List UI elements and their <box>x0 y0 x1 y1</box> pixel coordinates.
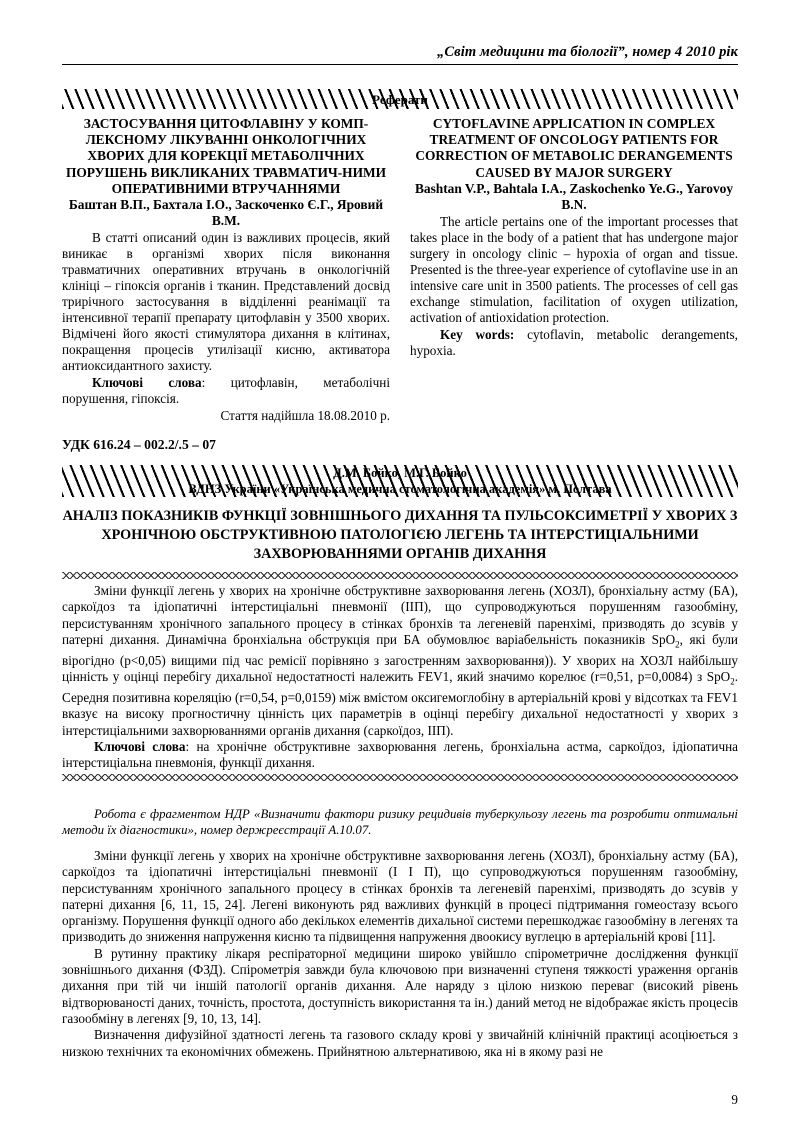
abstract-uk-received-date: Стаття надійшла 18.08.2010 р. <box>220 408 390 424</box>
abstract-uk-keywords-text: : цитофлавін, метаболічні порушення, гіпоксія. <box>62 375 390 407</box>
article-abstract-keywords-text: : на хронічне обструктивне захворювання легень, бронхіальна астма, саркоїдоз, ідіопатична інтерстиціальна пневмонія, функції дихання. <box>62 738 738 771</box>
article-title: АНАЛІЗ ПОКАЗНИКІВ ФУНКЦІЇ ЗОВНІШНЬОГО ДИХАННЯ ТА ПУЛЬСОКСИМЕТРІЇ У ХВОРИХ З ХРОНІЧНОЮ ОБСТРУКТИВНОЮ ПАТОЛОГІЄЮ ЛЕГЕНЬ ТА ІНТЕРСТИЦІАЛЬНИМИ ЗАХВОРЮВАННЯМИ ОРГАНІВ ДИХАННЯ <box>62 508 738 562</box>
section-bar-abstracts <box>62 88 738 110</box>
zigzag-rule-top <box>62 572 738 579</box>
article-authors: Д.М. Бойко, М.Г. Бойко <box>333 466 467 480</box>
article-body-paragraph-1: Зміни функції легень у хворих на хронічне обструктивне захворювання легень (ХОЗЛ), бронхіальну астму (БА), саркоїдоз та ідіопатичні інтерстиціальні пневмонії (І І П), що супроводжуються порушенням газообміну, персистуванням хронічного запального процесу в стінках бронхів та легеневій паренхімі, призводять до зсувів у патерні дихання [6, 11, 15, 24]. Легені виконують ряд важливих функцій в процесі підтримання гомеостазу всього організму. Порушення функції одного або декількох елементів дихальної системи перешкоджає газообміну в легенях та призводить до зниження напруження кисню та підвищення напруження двоокису вуглецю в артеріальній крові [11]. <box>62 848 738 945</box>
article-body-paragraph-2: В рутинну практику лікаря респіраторної медицини широко увійшло спірометричне дослідження функції зовнішнього дихання (ФЗД). Спірометрія завжди була ключовою при визначенні ступеня тяжкості ураження органів дихання при тій чи іншій патології органів дихання. Але наряду з цілою низкою переваг (високий рівень відтворюваності даних, точність, простота, доступність використання та ін.) даний метод не відображає якість процесів газообміну в легенях [9, 10, 13, 14]. <box>62 945 738 1026</box>
page-number: 9 <box>731 1092 738 1107</box>
abstract-en-keywords-label: Key words: <box>440 327 515 343</box>
article-author-bar <box>62 464 738 498</box>
article-abstract-keywords <box>62 739 738 772</box>
article-abstract-inner <box>62 579 738 774</box>
article-abstract-keywords-label: Ключові слова <box>94 738 186 754</box>
abstract-uk-title: ЗАСТОСУВАННЯ ЦИТОФЛАВІНУ У КОМП-ЛЕКСНОМУ ЛІКУВАННІ ОНКОЛОГІЧНИХ ХВОРИХ ДЛЯ КОРЕКЦІЇ МЕТАБОЛІЧНИХ ПОРУШЕНЬ ВИКЛИКАНИХ ТРАВМАТИЧ-НИМИ ОПЕРАТИВНИМИ ВТРУЧАННЯМИ <box>65 116 387 196</box>
article-abstract-block <box>62 572 738 781</box>
abstract-uk-authors: Баштан В.П., Бахтала І.О., Заскоченко Є.Г., Яровий В.М. <box>68 197 384 229</box>
abstract-columns <box>62 116 738 424</box>
article-abstract-paragraph: Зміни функції легень у хворих на хронічне обструктивне захворювання легень (ХОЗЛ), бронхіальну астму (БА), саркоїдоз та ідіопатичні інтерстиціальні пневмонії (ІІП), що супроводжуються порушенням газообміну, персистуванням хронічного запального процесу в стінках бронхів та легеневій паренхімі, призводять до зсувів у патерні дихання. Динамічна бронхіальна обструкція при БА обумовлює варіабельність показників SpO$_2$, які були вірогідно (p<0,05) вищими під час ремісії порівняно з загостренням захворювання)). У хворих на ХОЗЛ найбільшу цінність у оцінці перебігу дихальної недостатності належить FEV1, який значимо корелює (r=0,51, p=0,0084) з SpO$_2$. Середня позитивна кореляцію (r=0,54, p=0,0159) між вмістом оксигемоглобіну в артеріальній крові у відсотках та FEV1 вказує на високу прогностичну цінність цих параметрів в оцінці перебігу дихальної недостатності у хворих з інтерстиціальними захворюваннями органів дихання (саркоїдоз, ІІП). <box>62 583 738 738</box>
article-body-paragraph-3: Визначення дифузійної здатності легень та газового складу крові у звичайній клінічній практиці асоціюється з низкою технічних та економічних обмежень. Прийнятною альтернативою, яка ні в якому разі не <box>62 1027 738 1059</box>
zigzag-rule-bottom <box>62 774 738 781</box>
abstract-uk-body: В статті описаний один із важливих процесів, який виникає в організмі хворих після виконання травматичних оперативних втручань в онкологічній клініці – гіпоксія органів і тканин. Представлений досвід трирічного застосування в відділенні реанімації та інтенсивної терапії препарату цитофлавін у 3500 хворих. Відмічені його якості стимулятора дихання в клітинах, покращення процесів утилізації кисню, активатора антиоксидантного захисту. <box>62 230 390 374</box>
udc-code: УДК 616.24 – 002.2/.5 – 07 <box>62 437 216 452</box>
abstract-en-title: CYTOFLAVINE APPLICATION IN COMPLEX TREATMENT OF ONCOLOGY PATIENTS FOR CORRECTION OF METABOLIC DERANGEMENTS CAUSED BY MAJOR SURGERY <box>415 116 733 180</box>
abstract-column-en <box>410 116 738 424</box>
running-head: „Світ медицини та біології”, номер 4 2010 рік <box>62 44 738 65</box>
abstract-en-body: The article pertains one of the important processes that takes place in the body of a patient that has undergone major surgery in oncology clinic – hypoxia of organ and tissue. Presented is the three-year experience of cytoflavine use in an intensive care unit in 3500 patients. The processes of cell gas exchange stimulation, facilitation of oxygen utilization, activation of antioxidation protection. <box>410 214 738 326</box>
funding-note: Робота є фрагментом НДР «Визначити фактори ризику рецидивів туберкульозу легень та розробити оптимальні методи їх діагностики», номер держреєстрації А.10.07. <box>62 807 738 838</box>
abstract-uk-keywords <box>62 375 390 407</box>
abstract-en-keywords-text: cytoflavin, metabolic derangements, hypoxia. <box>410 327 738 359</box>
abstract-column-uk <box>62 116 390 424</box>
article-body <box>62 848 738 1060</box>
abstract-uk-keywords-label: Ключові слова <box>92 375 202 391</box>
abstract-en-authors: Bashtan V.P., Bahtala I.A., Zaskochenko Ye.G., Yarovoy B.N. <box>414 180 734 213</box>
abstract-en-keywords <box>410 327 738 359</box>
article-affiliation: ВДНЗ України «Українська медична стоматологічна академія» м. Полтава <box>188 482 612 496</box>
section-bar-label: Реферати <box>372 91 428 107</box>
